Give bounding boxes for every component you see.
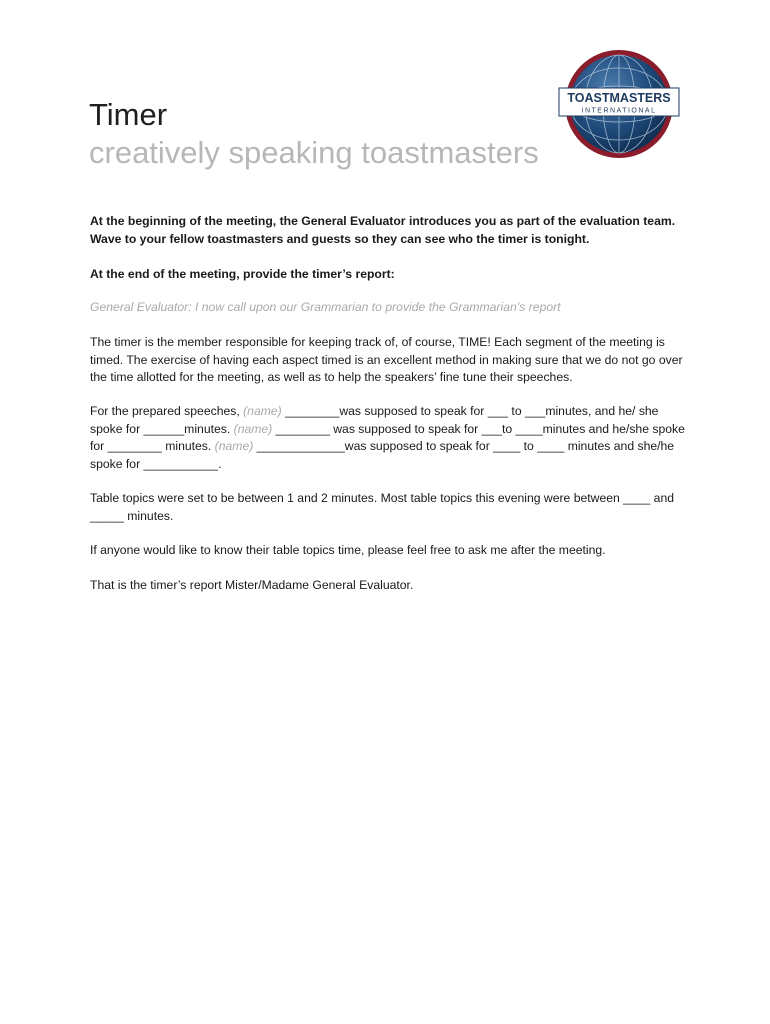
prepared-text-2: ________was supposed to speak for ___ to ___minutes, and he/ she spoke for ______minutes. <box>90 404 659 436</box>
page-title: Timer <box>89 97 168 132</box>
name-placeholder-2: (name) <box>233 421 273 436</box>
page-subtitle: creatively speaking toastmasters <box>89 135 539 170</box>
logo-text-line2: INTERNATIONAL <box>581 107 657 115</box>
prepared-speeches-paragraph <box>90 403 690 473</box>
table-topics-paragraph: Table topics were set to be between 1 and 2 minutes. Most table topics this evening were between ____ and _____ minutes. <box>90 491 675 523</box>
toastmasters-logo <box>555 48 683 160</box>
intro-line-2: Wave to your fellow toastmasters and guests so they can see who the timer is tonight. <box>90 231 590 246</box>
timer-description-paragraph: The timer is the member responsible for keeping track of, of course, TIME! Each segment of the meeting is timed. The exercise of having each aspect timed is an excellent method in making sure that we do not go over the time allotted for the meeting, as well as to help the speakers’ fine tune their speeches. <box>90 335 683 384</box>
name-placeholder-1: (name) <box>243 404 282 418</box>
prepared-text-4: _____________was supposed to speak for ____ to ____ minutes and she/he spoke for ___________. <box>90 439 675 471</box>
ask-timer-paragraph: If anyone would like to know their table topics time, please feel free to ask me after the meeting. <box>90 543 606 557</box>
closing-paragraph: That is the timer’s report Mister/Madame General Evaluator. <box>90 578 414 592</box>
intro-paragraph <box>90 213 690 248</box>
name-placeholder-3: (name) <box>214 439 254 453</box>
general-evaluator-line: General Evaluator: I now call upon our Grammarian to provide the Grammarian’s report <box>90 300 561 314</box>
end-of-meeting-heading: At the end of the meeting, provide the timer’s report: <box>90 267 395 281</box>
logo-text-line1: TOASTMASTERS <box>567 91 671 105</box>
prepared-text-3: ________ was supposed to speak for ___to ____minutes and he/she spoke for ________ minutes. <box>90 421 685 453</box>
intro-line-1: At the beginning of the meeting, the General Evaluator introduces you as part of the evaluation team. <box>90 214 676 228</box>
prepared-text-1: For the prepared speeches, <box>90 404 244 418</box>
